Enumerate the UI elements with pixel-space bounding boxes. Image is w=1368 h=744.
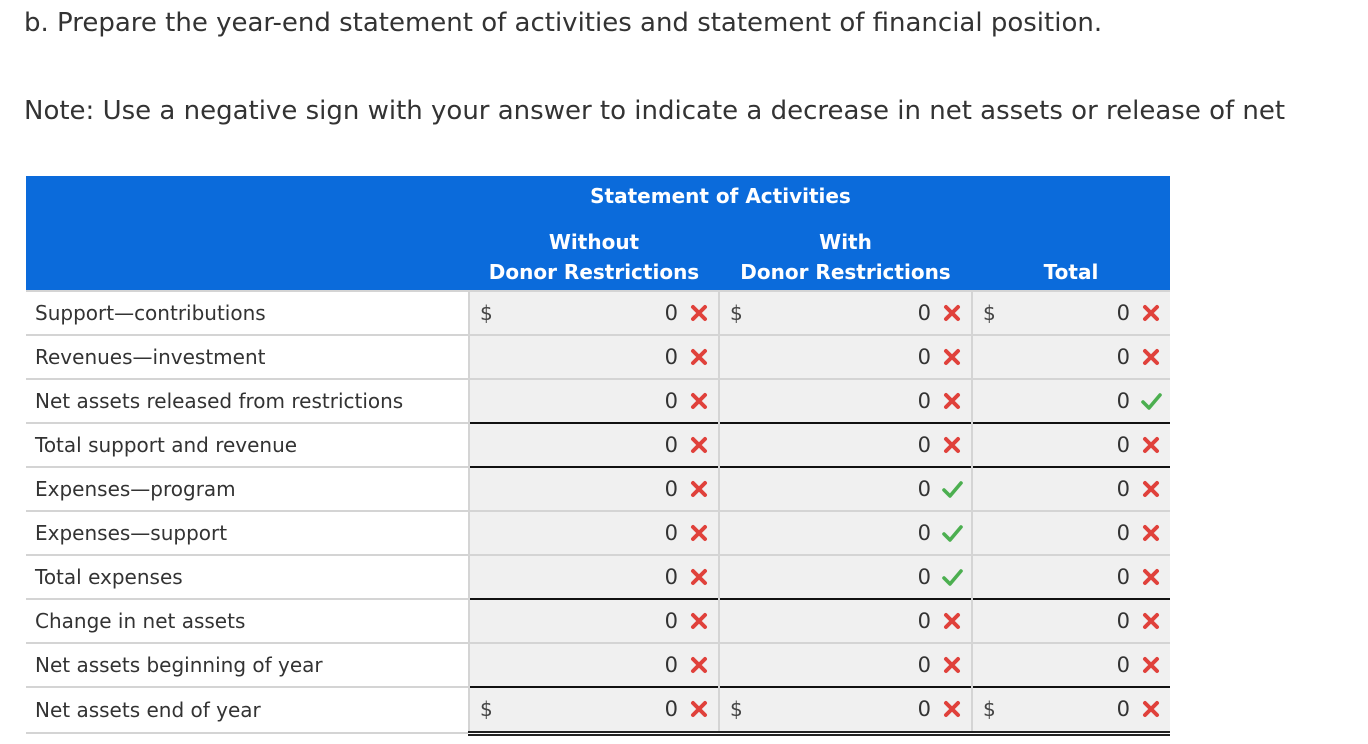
answer-cell-without[interactable] [469, 467, 719, 511]
table-row [26, 291, 1170, 335]
statement-of-activities-table [26, 176, 1170, 736]
incorrect-x-icon [688, 346, 710, 368]
answer-cell-without[interactable] [469, 555, 719, 599]
table-row [26, 467, 1170, 511]
table-row [26, 423, 1170, 467]
answer-value[interactable]: 0 [1116, 565, 1130, 589]
answer-value[interactable]: 0 [917, 433, 931, 457]
incorrect-x-icon [1140, 566, 1162, 588]
answer-cell-without[interactable] [469, 599, 719, 643]
incorrect-x-icon [941, 654, 963, 676]
header-blank [26, 254, 469, 291]
answer-value[interactable]: 0 [917, 477, 931, 501]
table-row [26, 687, 1170, 733]
column-header-total-line2: Total [1043, 260, 1099, 284]
answer-value[interactable]: 0 [1116, 389, 1130, 413]
answer-cell-without[interactable] [469, 379, 719, 423]
incorrect-x-icon [688, 522, 710, 544]
incorrect-x-icon [1140, 346, 1162, 368]
answer-cell-total[interactable] [972, 467, 1170, 511]
answer-value[interactable]: 0 [1116, 609, 1130, 633]
table-row [26, 511, 1170, 555]
answer-value[interactable]: 0 [1116, 697, 1130, 722]
header-blank [26, 216, 469, 254]
answer-value[interactable]: 0 [1116, 653, 1130, 677]
table-row [26, 643, 1170, 687]
column-header-total-line1 [972, 216, 1170, 254]
answer-value[interactable]: 0 [664, 609, 678, 633]
answer-value[interactable]: 0 [1116, 301, 1130, 325]
column-header-without-line2: Donor Restrictions [488, 260, 700, 284]
answer-cell-without[interactable] [469, 423, 719, 467]
incorrect-x-icon [941, 434, 963, 456]
incorrect-x-icon [941, 302, 963, 324]
column-header-with-line2: Donor Restrictions [740, 260, 951, 284]
answer-cell-with[interactable] [719, 643, 972, 687]
answer-value[interactable]: 0 [664, 433, 678, 457]
answer-cell-with[interactable] [719, 555, 972, 599]
incorrect-x-icon [688, 434, 710, 456]
currency-symbol: $ [480, 697, 493, 722]
answer-value[interactable]: 0 [664, 565, 678, 589]
question-note: Note: Use a negative sign with your answer to indicate a decrease in net assets or release of net [24, 96, 1286, 126]
answer-cell-without[interactable] [469, 335, 719, 379]
answer-cell-without[interactable] [469, 687, 719, 733]
incorrect-x-icon [688, 654, 710, 676]
row-label: Expenses—support [26, 511, 469, 555]
answer-cell-total[interactable] [972, 335, 1170, 379]
column-header-with-line1: With [819, 230, 872, 254]
answer-cell-without[interactable] [469, 643, 719, 687]
answer-value[interactable]: 0 [664, 521, 678, 545]
answer-cell-without[interactable] [469, 511, 719, 555]
table-row [26, 555, 1170, 599]
answer-cell-total[interactable] [972, 511, 1170, 555]
incorrect-x-icon [1140, 654, 1162, 676]
incorrect-x-icon [941, 698, 963, 720]
incorrect-x-icon [1140, 698, 1162, 720]
answer-cell-with[interactable] [719, 599, 972, 643]
answer-value[interactable]: 0 [917, 345, 931, 369]
correct-check-icon [941, 522, 963, 544]
table-row [26, 599, 1170, 643]
answer-value[interactable]: 0 [664, 389, 678, 413]
answer-cell-total[interactable] [972, 599, 1170, 643]
answer-value[interactable]: 0 [664, 653, 678, 677]
answer-cell-total[interactable] [972, 379, 1170, 423]
header-blank [26, 176, 469, 216]
answer-cell-with[interactable] [719, 423, 972, 467]
answer-value[interactable]: 0 [917, 653, 931, 677]
currency-symbol: $ [983, 301, 996, 325]
incorrect-x-icon [941, 390, 963, 412]
correct-check-icon [941, 478, 963, 500]
table-title: Statement of Activities [590, 184, 851, 208]
incorrect-x-icon [688, 566, 710, 588]
incorrect-x-icon [688, 610, 710, 632]
answer-value[interactable]: 0 [917, 389, 931, 413]
answer-value[interactable]: 0 [917, 697, 931, 722]
answer-cell-with[interactable] [719, 467, 972, 511]
row-label: Revenues—investment [26, 335, 469, 379]
answer-cell-with[interactable] [719, 687, 972, 733]
incorrect-x-icon [688, 390, 710, 412]
answer-cell-total[interactable] [972, 643, 1170, 687]
answer-cell-total[interactable] [972, 291, 1170, 335]
answer-cell-with[interactable] [719, 379, 972, 423]
table-row [26, 335, 1170, 379]
answer-value[interactable]: 0 [664, 345, 678, 369]
answer-value[interactable]: 0 [917, 521, 931, 545]
column-header-without-line1: Without [548, 230, 640, 254]
answer-value[interactable]: 0 [1116, 345, 1130, 369]
question-title: b. Prepare the year-end statement of activities and statement of financial position. [24, 8, 1103, 38]
correct-check-icon [941, 566, 963, 588]
answer-cell-total[interactable] [972, 555, 1170, 599]
incorrect-x-icon [1140, 610, 1162, 632]
incorrect-x-icon [1140, 478, 1162, 500]
answer-value[interactable]: 0 [917, 301, 931, 325]
row-label: Total expenses [26, 555, 469, 599]
table-body [26, 291, 1170, 733]
row-label: Expenses—program [26, 467, 469, 511]
correct-check-icon [1140, 390, 1162, 412]
incorrect-x-icon [941, 610, 963, 632]
row-label: Total support and revenue [26, 423, 469, 467]
answer-value[interactable]: 0 [1116, 477, 1130, 501]
row-label: Net assets released from restrictions [26, 379, 469, 423]
incorrect-x-icon [1140, 302, 1162, 324]
currency-symbol: $ [480, 301, 493, 325]
answer-value[interactable]: 0 [917, 565, 931, 589]
currency-symbol: $ [730, 301, 743, 325]
answer-value[interactable]: 0 [664, 301, 678, 325]
row-label: Net assets beginning of year [26, 643, 469, 687]
answer-cell-with[interactable] [719, 335, 972, 379]
answer-value[interactable]: 0 [917, 609, 931, 633]
answer-value[interactable]: 0 [1116, 521, 1130, 545]
incorrect-x-icon [688, 698, 710, 720]
incorrect-x-icon [688, 302, 710, 324]
answer-value[interactable]: 0 [1116, 433, 1130, 457]
answer-cell-total[interactable] [972, 687, 1170, 733]
incorrect-x-icon [1140, 434, 1162, 456]
currency-symbol: $ [983, 697, 996, 722]
incorrect-x-icon [941, 346, 963, 368]
currency-symbol: $ [730, 697, 743, 722]
answer-cell-total[interactable] [972, 423, 1170, 467]
incorrect-x-icon [688, 478, 710, 500]
incorrect-x-icon [1140, 522, 1162, 544]
table-header [26, 176, 1170, 291]
answer-cell-with[interactable] [719, 511, 972, 555]
answer-value[interactable]: 0 [664, 697, 678, 722]
answer-cell-without[interactable] [469, 291, 719, 335]
row-label: Net assets end of year [26, 687, 469, 733]
row-label: Support—contributions [26, 291, 469, 335]
header-blank [972, 176, 1170, 216]
row-label: Change in net assets [26, 599, 469, 643]
answer-cell-with[interactable] [719, 291, 972, 335]
answer-value[interactable]: 0 [664, 477, 678, 501]
table-row [26, 379, 1170, 423]
